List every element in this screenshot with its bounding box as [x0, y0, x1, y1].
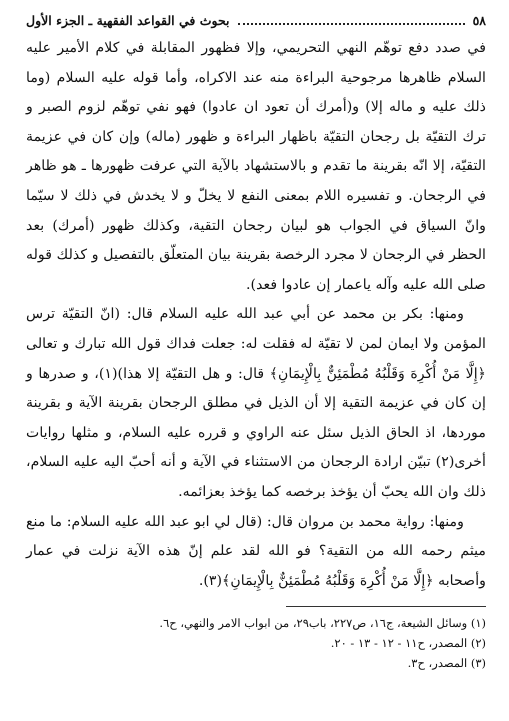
main-text	[26, 34, 486, 596]
header-leader-dots	[238, 23, 465, 25]
footnote-1: (١) وسائل الشيعة، ج١٦، ص٢٢٧، باب٢٩، من ابواب الامر والنهي، ح٦.	[159, 616, 486, 631]
footnotes	[26, 613, 486, 673]
paragraph-3: ومنها: رواية محمد بن مروان قال: (قال لي ابو عبد الله عليه السلام: ما منع ميثم رحمه الله من التقية؟ فو الله لقد علم إنّ هذه الآية نزلت في عمار وأصحابه ﴿إِلَّا مَنْ أُكْرِهَ وَقَلْبُهُ مُطْمَئِنٌّ بِالْإِيمَانِ﴾(٣).	[26, 513, 486, 589]
running-title: بحوث في القواعد الفقهية ـ الجزء الأول	[26, 12, 230, 28]
paragraph-2: ومنها: بكر بن محمد عن أبي عبد الله عليه السلام قال: (انّ التقيّة ترس المؤمن ولا ايمان لمن لا تقيّة له فقلت له: جعلت فداك قول الله تبارك و تعالى ﴿إِلَّا مَنْ أُكْرِهَ وَقَلْبُهُ مُطْمَئِنٌّ بِالْإِيمَانِ﴾ قال: و هل التقيّة إلا هذا)(١)، و صدرها و إن كان في عزيمة التقية إلا أن الذيل في مطلق الرجحان بقرينة الآية و بقرينة موردها، اذ الحاق الذيل سئل عنه الراوي و قرره عليه السلام، و مثلها روايات أخرى(٢) تبيّن ارادة الرجحان من الاستثناء في الآية و أنه أحبّ اليه عليه السلام، ذلك وان الله يحبّ أن يؤخذ برخصه كما يؤخذ بعزائمه.	[26, 306, 486, 500]
footnote-separator	[286, 606, 486, 607]
footnote-3: (٣) المصدر، ح٣.	[407, 656, 486, 671]
document-page	[26, 10, 486, 710]
footnote-2: (٢) المصدر، ح١١ - ١٢ - ١٣ - ٢٠.	[330, 636, 486, 651]
running-header	[26, 10, 486, 30]
paragraph-1: في صدد دفع توهّم النهي التحريمي، وإلا فظهور المقابلة في كلام الأمير عليه السلام ظاهرها مرجوحية البراءة منه عند الاكراه، وأما قوله عليه السلام (وما ذلك عليه و ماله إلا) و(أمرك أن تعود ان عادوا) فهو نفي توهّم لزوم الصبر و ترك التقيّة بل رجحان التقيّة باظهار البراءة و ظهور (ماله) وإن كان في عزيمة التقيّة، إلا انّه بقرينة ما تقدم و بالاستشهاد بالآية التي عرفت ظهورها ـ هو ظاهر في الرجحان. و تفسيره اللام بمعنى النفع لا يخلّ و لا يخدش في ذلك لا سيّما وانّ السياق في الجواب هو لبيان رجحان التقية، وكذلك ظهور (أمرك) بعد الحظر في الرجحان لا مجرد الرخصة بقرينة بيان المتعلّق بالتفصيل و كذلك قوله صلى الله عليه وآله ياعمار إن عادوا فعد).	[26, 40, 486, 293]
page-number: ٥٨	[472, 12, 486, 28]
